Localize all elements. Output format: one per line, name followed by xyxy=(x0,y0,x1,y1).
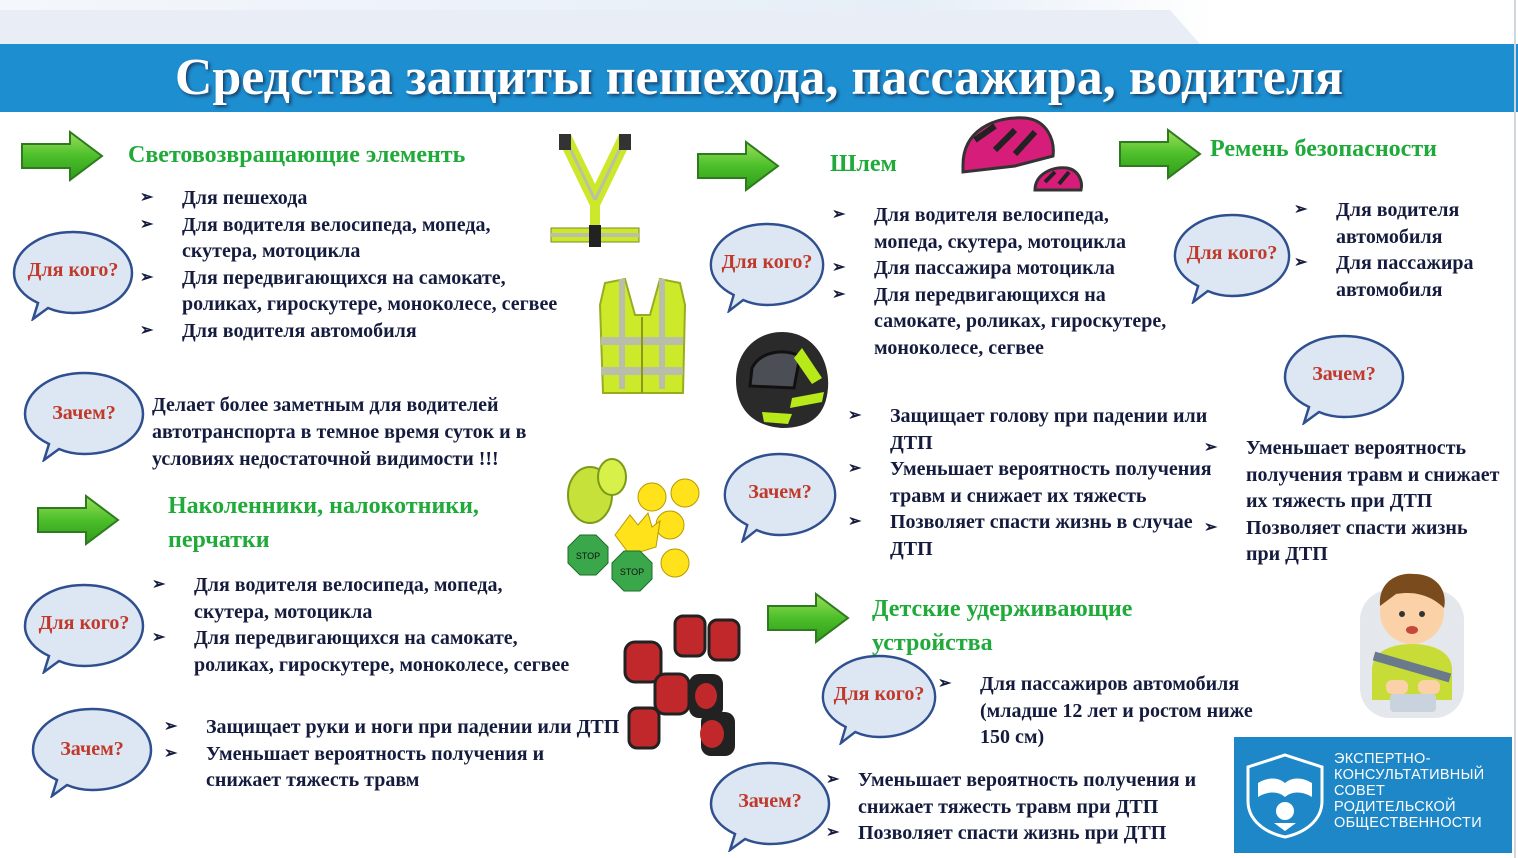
seatbelt-heading: Ремень безопасности xyxy=(1210,136,1437,162)
motorcycle-helmet-image xyxy=(732,328,832,432)
arrow-icon xyxy=(696,140,780,192)
bullet-arrow-icon: ➢ xyxy=(832,285,846,303)
list-item: ➢ Уменьшает вероятность получения и снижает тяжесть травм xyxy=(164,742,545,791)
arrow-icon xyxy=(20,130,104,182)
helmet-for-whom-bubble xyxy=(708,221,826,313)
bullet-arrow-icon: ➢ xyxy=(140,268,154,286)
bullet-arrow-icon: ➢ xyxy=(832,259,846,276)
reflective-stickers-image xyxy=(560,455,710,595)
bubble-label: Для кого? xyxy=(721,251,813,273)
bullet-arrow-icon: ➢ xyxy=(140,189,154,206)
bubble-label: Зачем? xyxy=(748,481,812,503)
bicycle-helmets-image xyxy=(955,110,1095,202)
list-item: ➢ Для передвигающихся на самокате, роликах, гироскутере, моноколесе, сегвее xyxy=(140,266,558,315)
bullet-arrow-icon: ➢ xyxy=(848,460,862,477)
list-item: ➢ Для пассажира автомобиля xyxy=(1294,252,1474,301)
list-item: ➢ Защищает голову при падении или ДТП xyxy=(848,405,1208,454)
list-item: ➢ Для пассажира мотоцикла xyxy=(832,255,1172,282)
helmet-heading: Шлем xyxy=(830,151,897,177)
bullet-arrow-icon: ➢ xyxy=(140,321,154,339)
bubble-label: Для кого? xyxy=(38,612,130,634)
list-item: ➢ Для водителя автомобиля xyxy=(1294,199,1460,248)
protective-pads-image xyxy=(615,612,755,760)
bubble-label: Для кого? xyxy=(833,683,925,705)
stop-label: STOP xyxy=(575,551,601,561)
list-item: ➢ Позволяет спасти жизнь при ДТП xyxy=(1204,516,1468,565)
title-decor-stripe xyxy=(0,10,1200,44)
bullet-arrow-icon: ➢ xyxy=(938,675,952,692)
bullet-arrow-icon: ➢ xyxy=(832,206,846,223)
bullet-arrow-icon: ➢ xyxy=(164,744,178,762)
bubble-label: Зачем? xyxy=(52,402,116,424)
child-seat-why-list xyxy=(826,767,1236,847)
reflective-why-text: Делает более заметным для водителей автотранспорта в темное время суток и в условиях недостаточной видимости !!! xyxy=(152,394,527,470)
bubble-label: Для кого? xyxy=(1186,242,1278,264)
reflective-vest-image xyxy=(595,275,690,405)
list-item: ➢ Для передвигающихся на самокате, роликах, гироскутере, моноколесе, сегвее xyxy=(832,283,1167,359)
list-item: ➢ Для пассажиров автомобиля (младше 12 лет и ростом ниже 150 см) xyxy=(938,673,1253,748)
reflective-why-bubble xyxy=(22,370,146,462)
child-seat-why-bubble xyxy=(708,760,832,852)
arrow-icon xyxy=(766,592,850,644)
list-item: ➢ Уменьшает вероятность получения травм и снижает их тяжесть при ДТП xyxy=(1204,437,1500,512)
seatbelt-why-bubble xyxy=(1282,333,1406,425)
stop-label: STOP xyxy=(619,567,645,577)
pads-why-bubble xyxy=(30,706,154,798)
bullet-arrow-icon: ➢ xyxy=(152,629,166,646)
seatbelt-for-whom-list xyxy=(1294,197,1484,303)
reflective-heading: Световозвращающие элементь xyxy=(128,142,466,168)
list-item: ➢ Для водителя велосипеда, мопеда, скутера, мотоцикла xyxy=(832,204,1127,253)
child-seat-for-whom-bubble xyxy=(820,653,938,745)
pads-why-list xyxy=(164,714,624,794)
list-item: ➢ Уменьшает вероятность получения и снижает тяжесть травм при ДТП xyxy=(826,769,1197,818)
arrow-icon xyxy=(1118,128,1202,180)
bullet-arrow-icon: ➢ xyxy=(1204,439,1218,456)
bubble-label: Зачем? xyxy=(1312,363,1376,385)
bubble-label: Зачем? xyxy=(738,790,802,812)
list-item: ➢ Для водителя автомобиля xyxy=(140,318,560,345)
list-item: ➢ Защищает руки и ноги при падении или ДТП xyxy=(164,714,624,741)
council-name: ЭКСПЕРТНО- КОНСУЛЬТАТИВНЫЙ СОВЕТ РОДИТЕЛЬСКОЙ ОБЩЕСТВЕННОСТИ xyxy=(1334,751,1485,831)
list-item: ➢ Уменьшает вероятность получения травм и снижает их тяжесть xyxy=(848,458,1212,507)
list-item: ➢ Для водителя велосипеда, мопеда, скутера, мотоцикла xyxy=(140,213,491,262)
list-item: ➢ Для передвигающихся на самокате, роликах, гироскутере, моноколесе, сегвее xyxy=(152,627,570,676)
child-seat-heading: Детские удерживающие устройства xyxy=(872,596,1133,656)
bullet-arrow-icon: ➢ xyxy=(1204,518,1218,536)
bullet-arrow-icon: ➢ xyxy=(164,718,178,735)
bullet-arrow-icon: ➢ xyxy=(140,215,154,233)
right-border xyxy=(1514,0,1516,858)
pads-heading: Наколенники, налокотники, перчатки xyxy=(168,493,479,553)
seatbelt-why-list xyxy=(1204,435,1504,568)
bullet-arrow-icon: ➢ xyxy=(152,576,166,593)
bullet-arrow-icon: ➢ xyxy=(826,824,840,841)
bullet-arrow-icon: ➢ xyxy=(826,771,840,788)
list-item: ➢ Позволяет спасти жизнь в случае ДТП xyxy=(848,511,1193,560)
reflective-harness-image xyxy=(545,130,645,260)
bullet-arrow-icon: ➢ xyxy=(1294,201,1308,218)
bubble-label: Для кого? xyxy=(27,259,119,281)
helmet-why-bubble xyxy=(722,451,838,543)
child-seat-for-whom-list xyxy=(938,671,1268,751)
list-item: ➢ Для водителя велосипеда, мопеда, скутера, мотоцикла xyxy=(152,574,503,623)
reflective-for-whom-bubble xyxy=(11,229,135,321)
helmet-why-list xyxy=(848,403,1214,562)
child-with-seatbelt-image xyxy=(1354,560,1472,720)
seatbelt-for-whom-bubble xyxy=(1172,212,1292,304)
bullet-arrow-icon: ➢ xyxy=(848,407,862,424)
council-logo xyxy=(1234,737,1512,853)
bullet-arrow-icon: ➢ xyxy=(848,513,862,530)
bubble-label: Зачем? xyxy=(60,738,124,760)
reflective-for-whom-list xyxy=(140,185,560,344)
pads-for-whom-bubble xyxy=(22,582,146,674)
page-title: Средства защиты пешехода, пассажира, водителя xyxy=(174,49,1344,106)
pads-for-whom-list xyxy=(152,572,572,678)
arrow-icon xyxy=(36,494,120,546)
list-item: ➢ Для пешехода xyxy=(140,185,560,212)
bullet-arrow-icon: ➢ xyxy=(1294,254,1308,271)
list-item: ➢ Позволяет спасти жизнь при ДТП xyxy=(826,820,1236,847)
helmet-for-whom-list xyxy=(832,202,1172,361)
council-emblem-icon xyxy=(1244,753,1326,839)
